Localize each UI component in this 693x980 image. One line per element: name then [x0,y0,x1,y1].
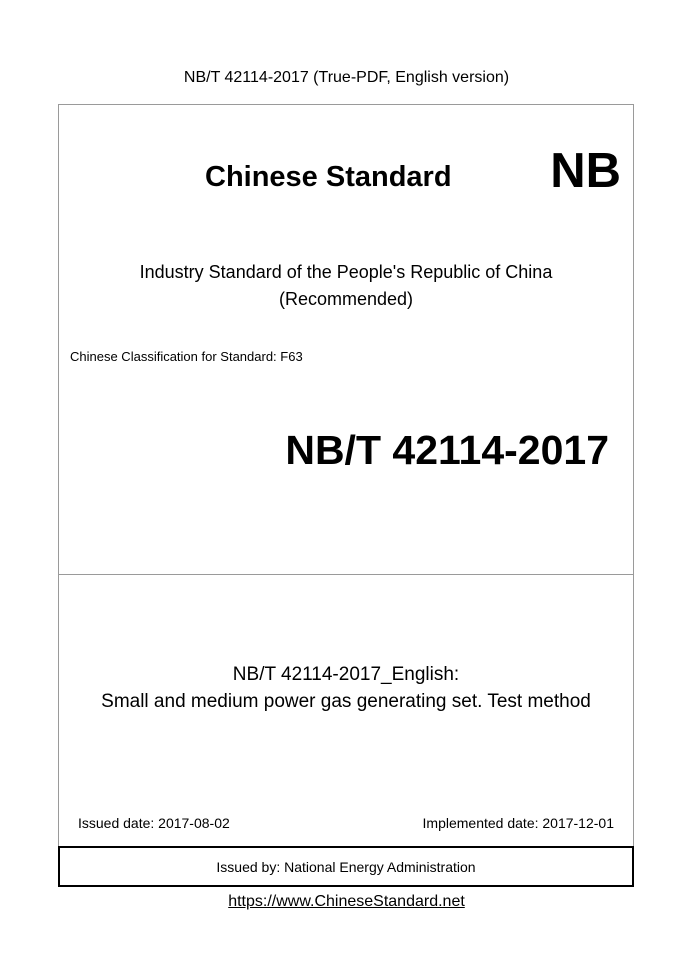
issuer-text: Issued by: National Energy Administration [216,858,476,875]
cover-middle-section [58,574,634,846]
nb-badge: NB [550,144,621,198]
industry-line-1: Industry Standard of the People's Republic of China [139,262,553,282]
industry-standard-text [59,259,633,313]
industry-line-2: (Recommended) [278,289,414,309]
page-header-title: NB/T 42114-2017 (True-PDF, English version) [183,69,510,86]
standard-number: NB/T 42114-2017 [285,427,609,473]
standard-heading: Chinese Standard [205,161,452,193]
document-title [59,661,633,715]
classification-label: Chinese Classification for Standard: F63 [70,349,303,364]
issuer-box [58,846,634,887]
implemented-date: Implemented date: 2017-12-01 [422,815,614,831]
document-title-line-1: NB/T 42114-2017_English: [232,664,460,685]
website-link[interactable]: https://www.ChineseStandard.net [228,893,465,910]
issued-date: Issued date: 2017-08-02 [78,815,230,831]
cover-top-section [58,104,634,574]
document-title-line-2: Small and medium power gas generating set. Test method [101,691,591,712]
